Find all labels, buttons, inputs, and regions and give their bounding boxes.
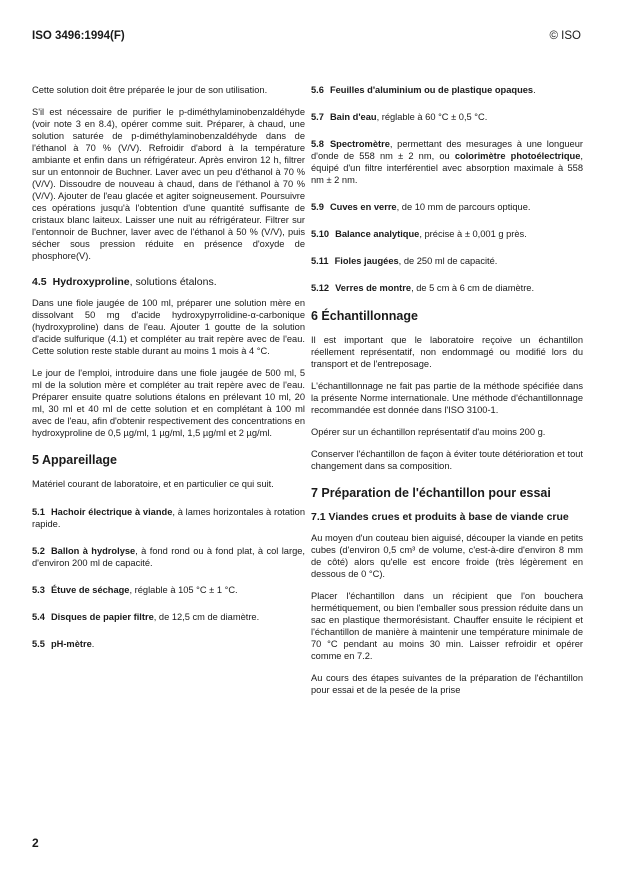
entry-text: . [533,85,536,95]
entry-text: , précise à ± 0,001 g près. [419,229,527,239]
apparatus-entry [32,584,305,596]
entry-term: pH-mètre [50,639,92,649]
entry-number: 5.8 [311,139,324,149]
standard-number: ISO 3496:1994(F) [32,30,125,42]
entry-term: Balance analytique [335,229,420,239]
entry-number: 5.4 [32,612,45,622]
subsection-heading [32,276,305,289]
entry-term: Verres de montre [335,283,412,293]
paragraph: Au cours des étapes suivantes de la préparation de l'échantillon pour essai et de la pesée de la prise [311,673,583,695]
paragraph: L'échantillonnage ne fait pas partie de la méthode spécifiée dans la présente Norme internationale. Une méthode d'échantillonnage recommandée est donnée dans l'ISO 3100-1. [311,381,583,415]
page-number: 2 [32,836,39,850]
section-heading: 5 Appareillage [32,453,117,467]
section-number: 4.5 [32,276,47,288]
apparatus-entry [311,255,583,267]
paragraph: Le jour de l'emploi, introduire dans une fiole jaugée de 500 ml, 5 ml de la solution mère et compléter au trait repère avec de l'eau. Préparer ensuite quatre solutions étalons en prélevant 10 ml, 20 ml, 30 ml et 40 ml de cette solution et en complétant à 100 ml avec de l'eau, afin d'obtenir respectivement des concentrations en hydroxyproline de 0,5 µg/ml, 1 µg/ml, 1,5 µg/ml et 2 µg/ml. [32,368,305,438]
entry-term: Fioles jaugées [334,256,399,266]
entry-number: 5.2 [32,546,45,556]
apparatus-entry [32,638,305,650]
entry-term: Feuilles d'aluminium ou de plastique opaques [329,85,534,95]
entry-number: 5.5 [32,639,45,649]
entry-number: 5.6 [311,85,324,95]
entry-text: , de 12,5 cm de diamètre. [153,612,260,622]
paragraph: Au moyen d'un couteau bien aiguisé, découper la viande en petits cubes (d'environ 0,5 cm³ de volume, c'est-à-dire d'environ 8 mm de côté) alors qu'elle est encore froide (très légèrement en dessous de 0 °C). [311,533,583,579]
apparatus-entry [311,84,583,96]
entry-text: . [91,639,95,649]
apparatus-entry [311,282,583,294]
paragraph: Dans une fiole jaugée de 100 ml, préparer une solution mère en dissolvant 50 mg d'acide hydroxypyrrolidine-α-carbonique (hydroxyproline) dans de l'eau. Ajouter 1 goutte de la solution d'acide sulfurique (4.1) et compléter au trait repère avec de l'eau. Cette solution reste stable durant au moins 1 mois à 4 °C. [32,298,305,356]
paragraph: Matériel courant de laboratoire, et en particulier ce qui suit. [32,479,274,489]
entry-number: 5.12 [311,283,330,293]
paragraph: S'il est nécessaire de purifier le p-diméthylaminobenzaldéhyde (voir note 3 en 8.4), opérer comme suit. Préparer, à chaud, une solution saturée de p-diméthylaminobenzaldéhyde dans de l'éthanol à 70 % (V/V). Refroidir d'abord à la température ambiante et enfin dans un réfrigérateur. Après environ 12 h, filtrer sur un entonnoir de Buchner. Laver avec un peu d'éthanol à 70 % (V/V). Dissoudre de nouveau à chaud, dans de l'éthanol à 70 % (V/V). Ajouter de l'eau glacée et agiter soigneusement. Poursuivre ces opérations jusqu'à l'obtention d'une quantité suffisante de cristaux blanc laiteux. Laisser une nuit au réfrigérateur. Filtrer sur l'entonnoir de Buchner, laver avec de l'éthanol à 50 % (V/V), puis sécher sous pression réduite en présence d'oxyde de phosphore(V). [32,107,305,261]
right-column [311,84,583,706]
entry-text: , de 10 mm de parcours optique. [396,202,531,212]
section-heading: 6 Échantillonnage [311,309,418,323]
paragraph: Conserver l'échantillon de façon à éviter toute détérioration et tout changement dans sa composition. [311,449,583,471]
section-heading: 7 Préparation de l'échantillon pour essai [311,486,551,500]
paragraph: Il est important que le laboratoire reçoive un échantillon réellement représentatif, non endommagé ou modifié lors du transport et de l'entreposage. [311,335,583,369]
paragraph: Opérer sur un échantillon représentatif d'au moins 200 g. [311,427,546,437]
entry-term-2: colorimètre photoélectrique [454,151,581,161]
entry-term: Disques de papier filtre [50,612,154,622]
entry-text: , réglable à 60 °C ± 0,5 °C. [376,112,488,122]
entry-text: , à fond rond ou à fond plat, à col large, d'environ 200 ml de capacité. [32,546,306,568]
entry-text: , de 250 ml de capacité. [398,256,498,266]
apparatus-entry [311,138,583,186]
entry-text: , permettant des mesurages à une longueur d'onde de 558 nm ± 2 nm, ou [311,139,583,161]
entry-number: 5.11 [311,256,329,266]
publisher-mark: © ISO [549,30,581,42]
subsection-heading: 7.1 Viandes crues et produits à base de viande crue [311,511,569,523]
apparatus-entry [32,506,305,530]
left-column [32,84,305,665]
apparatus-entry [32,611,305,623]
entry-term: Bain d'eau [329,112,377,122]
entry-term: Spectromètre [329,139,390,149]
apparatus-entry [311,228,583,240]
apparatus-entry [32,545,305,569]
entry-number: 5.7 [311,112,324,122]
apparatus-entry [311,111,583,123]
term-text: , solutions étalons. [129,276,217,288]
entry-number: 5.3 [32,585,45,595]
apparatus-entry [311,201,583,213]
entry-number: 5.10 [311,229,330,239]
term: Hydroxyproline [52,276,130,288]
paragraph: Placer l'échantillon dans un récipient que l'on bouchera hermétiquement, ou bien l'emballer sous pression réduite dans un sac en plastique thermorésistant. Chauffer ensuite le récipient et l'échantillon de manière à maintenir une température minimale de 70 °C pendant au moins 30 min. Laisser refroidir et opérer comme en 7.2. [311,591,583,661]
entry-text: , de 5 cm à 6 cm de diamètre. [411,283,535,293]
entry-text-2: , équipé d'un filtre interférentiel avec absorption maximale à 558 nm ± 2 nm. [311,151,584,185]
entry-term: Ballon à hydrolyse [50,546,136,556]
entry-text: , réglable à 105 °C ± 1 °C. [129,585,238,595]
entry-term: Cuves en verre [329,202,397,212]
entry-number: 5.9 [311,202,324,212]
entry-term: Étuve de séchage [50,585,130,595]
entry-text: , à lames horizontales à rotation rapide. [32,507,305,529]
paragraph: Cette solution doit être préparée le jour de son utilisation. [32,85,268,95]
entry-number: 5.1 [32,507,45,517]
entry-term: Hachoir électrique à viande [50,507,173,517]
